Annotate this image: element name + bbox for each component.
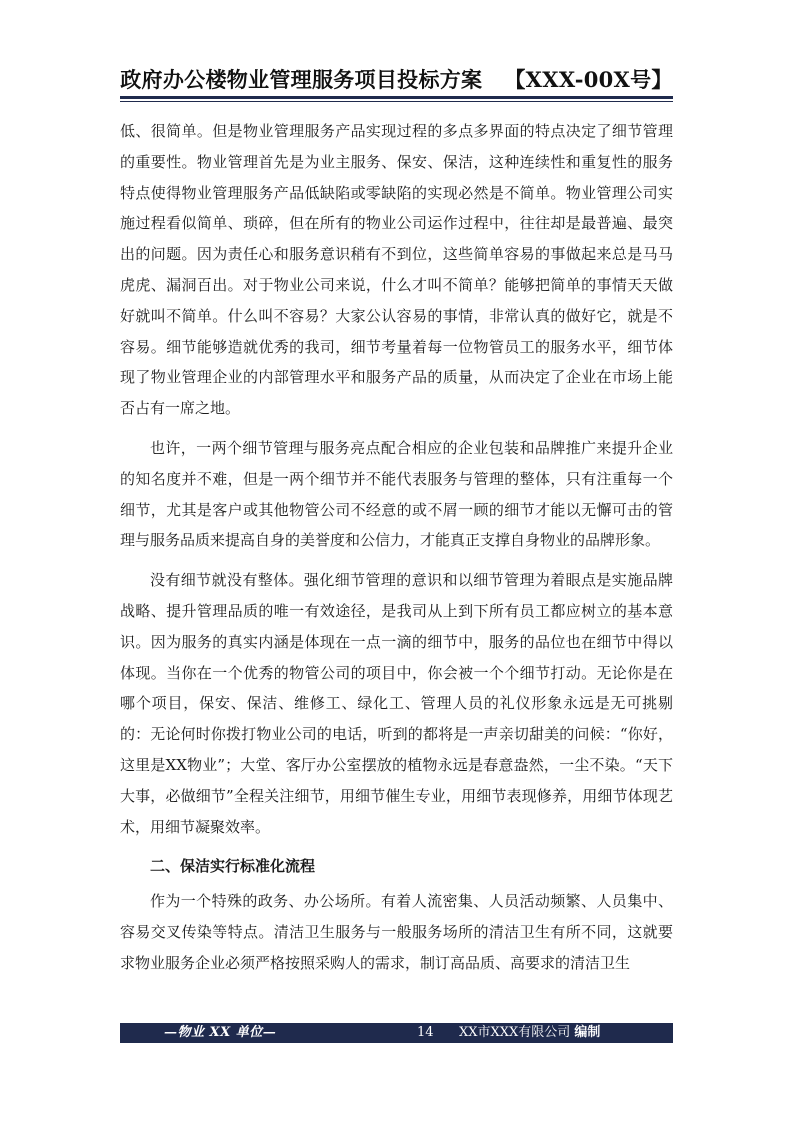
footer-org-name: XX市XXX有限公司 xyxy=(459,1025,571,1040)
paragraph-3: 没有细节就没有整体。强化细节管理的意识和以细节管理为着眼点是实施品牌战略、提升管理品质的唯一有效途径，是我司从上到下所有员工都应树立的基本意识。因为服务的真实内涵是体现在一点一滴的细节中，服务的品位也在细节中得以体现。当你在一个优秀的物管公司的项目中，你会被一个个细节打动。无论你是在哪个项目，保安、保洁、维修工、绿化工、管理人员的礼仪形象永远是无可挑剔的：无论何时你拨打物业公司的电话，听到的都将是一声亲切甜美的问候：“你好，这里是XX物业”；大堂、客厅办公室摆放的植物永远是春意盎然，一尘不染。“天下大事，必做细节”全程关注细节，用细节催生专业，用细节表现修养，用细节体现艺术，用细节凝聚效率。 xyxy=(120,571,673,836)
paragraph-2: 也许，一两个细节管理与服务亮点配合相应的企业包装和品牌推广来提升企业的知名度并不难，但是一两个细节并不能代表服务与管理的整体，只有注重每一个细节，尤其是客户或其他物管公司不经意的或不屑一顾的细节才能以无懈可击的管理与服务品质来提高自身的美誉度和公信力，才能真正支撑自身物业的品牌形象。 xyxy=(120,438,673,550)
header-divider-thick xyxy=(120,96,673,99)
page-footer xyxy=(120,1023,673,1043)
document-body xyxy=(120,116,673,988)
page-number: 14 xyxy=(417,1025,434,1040)
section-heading: 二、保洁实行标准化流程 xyxy=(150,857,316,876)
paragraph-1: 低、很简单。但是物业管理服务产品实现过程的多点多界面的特点决定了细节管理的重要性。物业管理首先是为业主服务、保安、保洁，这种连续性和重复性的服务特点使得物业管理服务产品低缺陷或零缺陷的实现必然是不简单。物业管理公司实施过程看似简单、琐碎，但在所有的物业公司运作过程中，往往却是最普遍、最突出的问题。因为责任心和服务意识稍有不到位，这些简单容易的事做起来总是马马虎虎、漏洞百出。对于物业公司来说，什么才叫不简单？能够把简单的事情天天做好就叫不简单。什么叫不容易？大家公认容易的事情，非常认真的做好它，就是不容易。细节能够造就优秀的我司，细节考量着每一位物管员工的服务水平，细节体现了物业管理企业的内部管理水平和服务产品的质量，从而决定了企业在市场上能否占有一席之地。 xyxy=(120,122,673,418)
footer-organization xyxy=(459,1023,600,1043)
footer-org-suffix: 编制 xyxy=(574,1025,601,1040)
page-header xyxy=(120,64,673,94)
paragraph-4: 作为一个特殊的政务、办公场所。有着人流密集、人员活动频繁、人员集中、容易交叉传染等特点。清洁卫生服务与一般服务场所的清洁卫生有所不同，这就要求物业服务企业必须严格按照采购人的需求，制订高品质、高要求的清洁卫生 xyxy=(120,892,673,972)
header-divider-thin xyxy=(120,101,673,102)
footer-unit: —物业 XX 单位— xyxy=(164,1025,277,1040)
document-title-text: 政府办公楼物业管理服务项目投标方案 xyxy=(120,67,483,92)
document-title xyxy=(120,64,673,94)
document-code: 【XXX-00X号】 xyxy=(504,67,673,92)
